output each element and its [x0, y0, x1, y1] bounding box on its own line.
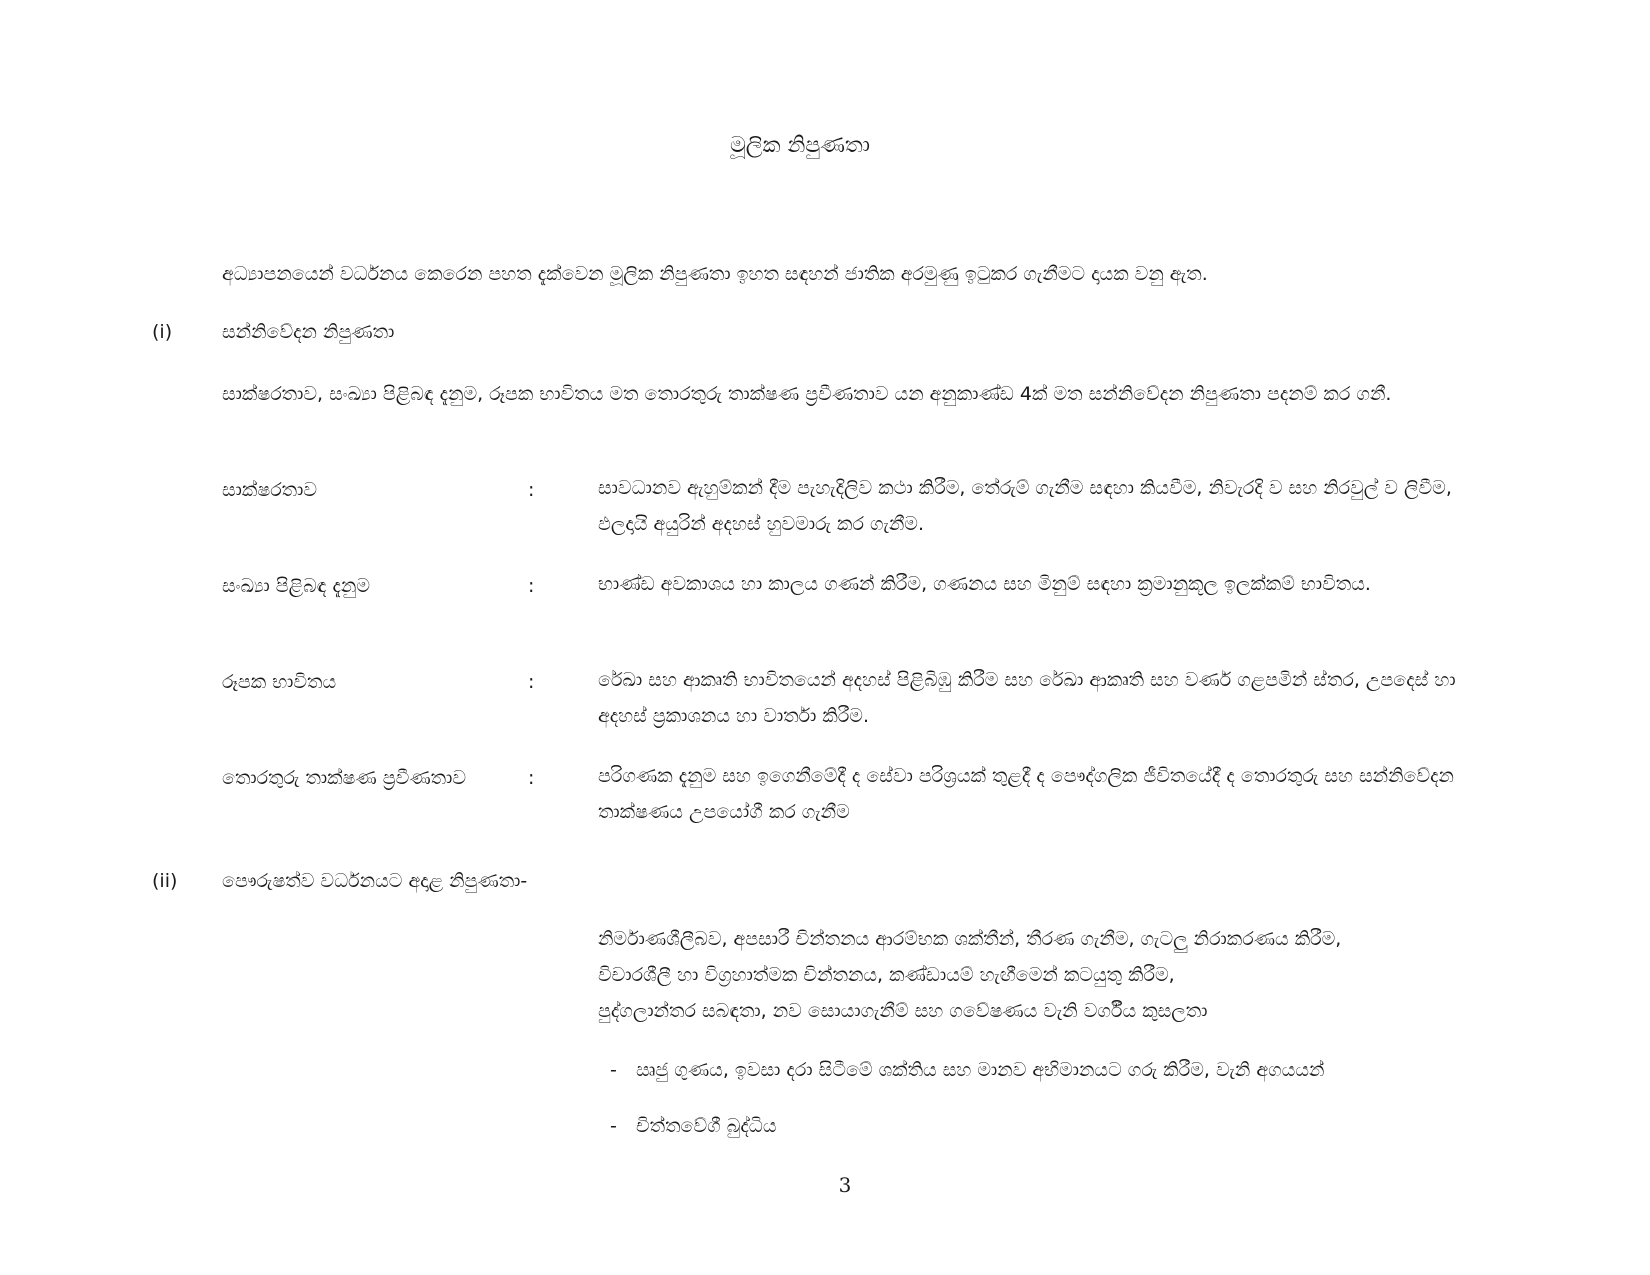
definition-graphics: රේඛා සහ ආකෘති භාවිතයෙන් අදහස් පිළිබිඹු කිරීම සහ රේඛා ආකෘති සහ වර්ණ ගළපමින් ස්තර, උපදෙස් හා අදහස් ප්‍රකාශනය හා වාර්තා කිරීම. — [598, 669, 1456, 727]
term-colon: : — [528, 479, 535, 501]
bullet-item: ඍජු ගුණය, ඉවසා දරා සිටීමේ ශක්තිය සහ මානව අභිමානයට ගරු කිරීම, වැනි අගයයන් — [636, 1059, 1325, 1081]
bullet-dash: - — [610, 1115, 617, 1137]
bullet-dash: - — [610, 1059, 617, 1081]
term-graphics: රූපක භාවිතය — [222, 671, 337, 693]
section-2-heading: පෞරුෂත්ව වර්ධනයට අදාළ නිපුණතා- — [222, 870, 528, 892]
term-numeracy: සංඛ්‍යා පිළිබඳ දැනුම — [222, 575, 371, 597]
term-it-proficiency: තොරතුරු තාක්ෂණ ප්‍රවීණතාව — [222, 767, 466, 789]
definition-numeracy: භාණ්ඩ අවකාශය හා කාලය ගණන් කිරීම, ගණනය සහ මිනුම් සඳහා ක්‍රමානුකූල ඉලක්කම් භාවිතය. — [598, 573, 1371, 595]
section-2-line-1: නිර්මාණශීලීබව, අපසාරී චින්තනය ආරම්භක ශක්තීන්, තීරණ ගැනීම, ගැටලු නිරාකරණය කිරීම, — [598, 928, 1342, 950]
section-1-paragraph: සාක්ෂරතාව, සංඛ්‍යා පිළිබඳ දැනුම, රූපක භාවිතය මත තොරතුරු තාක්ෂණ ප්‍රවීණතාව යන අනුකාණ්ඩ 4ක් මත සන්නිවේදන නිපුණතා පදනම් කර ගනී. — [222, 383, 1392, 405]
definition-it-proficiency: පරිගණක දැනුම සහ ඉගෙනීමේදී ද සේවා පරිශ්‍රයක් තුළදී ද පෞද්ගලික ජීවිතයේදී ද තොරතුරු සහ සන්නිවේදන තාක්ෂණය උපයෝගී කර ගැනීම — [598, 765, 1454, 823]
section-2-line-2: විචාරශීලී හා විග්‍රහාත්මක චින්තනය, කණ්ඩායම් හැඟීමෙන් කටයුතු කිරීම, — [598, 964, 1175, 986]
bullet-item: චිත්තවේගී බුද්ධිය — [636, 1115, 777, 1137]
page-title: මූලික නිපුණතා — [729, 133, 871, 158]
section-2-line-3: පුද්ගලාන්තර සබඳතා, නව සොයාගැනීම් සහ ගවේෂණය වැනි වර්ගීය කුසලතා — [598, 1000, 1208, 1022]
definition-literacy: සාවධානව ඇහුම්කන් දීම පැහැදිලිව කථා කිරීම, තේරුම් ගැනීම සඳහා කියවීම, නිවැරදි ව සහ නිරවුල් ව ලිවීම, ඵලදායි අයුරින් අදහස් හුවමාරු කර ගැනීම. — [598, 477, 1452, 535]
term-colon: : — [528, 767, 535, 789]
term-colon: : — [528, 671, 535, 693]
section-1-heading: සන්නිවේදන නිපුණතා — [222, 321, 395, 343]
section-1-number: (i) — [152, 321, 173, 343]
term-literacy: සාක්ෂරතාව — [222, 479, 318, 501]
term-colon: : — [528, 575, 535, 597]
intro-paragraph: අධ්‍යාපනයෙන් වර්ධනය කෙරෙන පහත දැක්වෙන මූලික නිපුණතා ඉහත සඳහන් ජාතික අරමුණු ඉටුකර ගැනීමට දායක වනු ඇත. — [222, 263, 1208, 285]
page-number: 3 — [838, 1173, 852, 1197]
section-2-number: (ii) — [152, 870, 178, 892]
